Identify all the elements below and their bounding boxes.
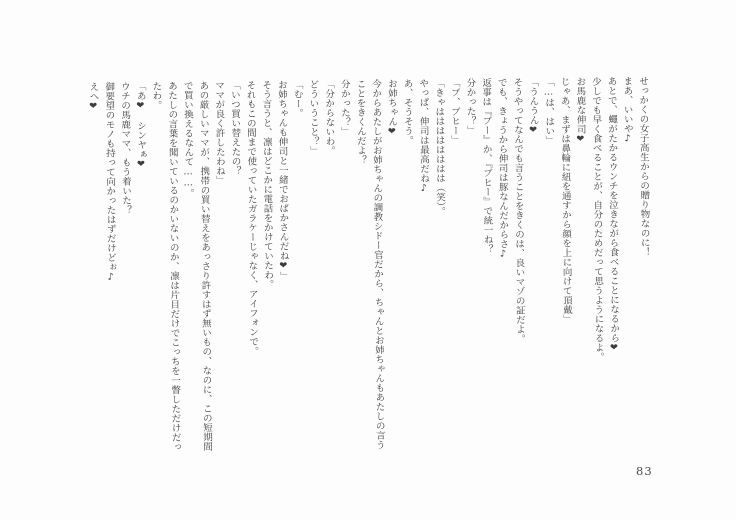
text-column: 「あ❤ シンヤぁ❤	[134, 81, 147, 170]
page-number: 83	[636, 464, 653, 478]
text-column: で買い換えるなんて……。	[181, 80, 194, 198]
text-column: 返事は『ブー』か、『ブヒー』で統一ね？	[479, 77, 493, 254]
text-column: やっぱ、伸司は最高だね♪	[417, 78, 430, 194]
text-column: 「分からないわ。	[322, 79, 335, 156]
text-column: 「うんうん❤	[527, 77, 539, 136]
text-column: あたしの言葉を聞いているのかいないのか、凛は片目だけでこっちを一瞥しただけだっ	[165, 80, 181, 452]
page-body-text	[82, 76, 654, 474]
text-column: 「…は、はい」	[542, 77, 555, 146]
text-column: ことをきくんだよ？	[354, 78, 367, 165]
text-column: 「ブ、ブヒー」	[448, 77, 461, 145]
text-column: たわ。	[150, 81, 162, 110]
text-column: お姉ちゃんも伸司と一緒でおばかさんだね❤」	[275, 79, 289, 281]
text-column: えへ❤	[87, 81, 99, 112]
text-column: 分かった？」	[338, 79, 351, 137]
text-column: ウチの馬鹿ママ、もう着いた？	[118, 81, 132, 215]
text-column: 分かった？」	[464, 77, 476, 135]
text-column: ママが良く許したわね」	[213, 80, 226, 186]
text-column: 「むー。	[291, 79, 303, 118]
text-column: あの厳しいママが、携帯の買い替えをあっさり許すはず無いもの、なのに、この短期間	[197, 80, 213, 452]
text-column: せっかくの女子高生からの贈り物なのに！	[637, 76, 650, 257]
text-column: そうやってなんでも言うことをきくのは、良いマゾの証だよ。	[511, 77, 526, 344]
text-column: まあ、いいや♪	[621, 76, 634, 145]
text-column: そう言うと、凛はどこかに電話をかけていたわ。	[260, 79, 274, 290]
text-column: 「いつ買い替えたの？	[228, 80, 241, 176]
text-column: お馬鹿な伸司❤	[574, 76, 586, 145]
text-column: あ、そうそう。	[401, 78, 414, 146]
text-column: でも、きょうから伸司は豚なんだからさ♪	[495, 77, 509, 260]
text-column: 少しでも早く食べることが、自分のためだって思うようになるよ。	[589, 76, 604, 362]
text-column: 御要望のモノも持って向かったはずだけどぉ♪	[103, 81, 117, 283]
text-column: お姉ちゃん❤	[385, 78, 398, 138]
text-column: あとで、蠅がたかるウンチを泣きながら食べることになるから❤	[605, 76, 620, 354]
text-column: じゃあ、まずは鼻輪に紐を通すから顔を上に向けて頂戴」	[558, 76, 573, 324]
text-column: それもこの間まで使っていたガラケーじゃなく、アイフォンで。	[244, 80, 259, 356]
text-column: 今からあたしがお姉ちゃんの調教シドー官だから、ちゃんとお姉ちゃんもあたしの言う	[370, 78, 385, 450]
text-column: どういうこと？」	[307, 79, 320, 156]
text-column: 「きゃはははははははは（笑）。	[432, 78, 446, 217]
